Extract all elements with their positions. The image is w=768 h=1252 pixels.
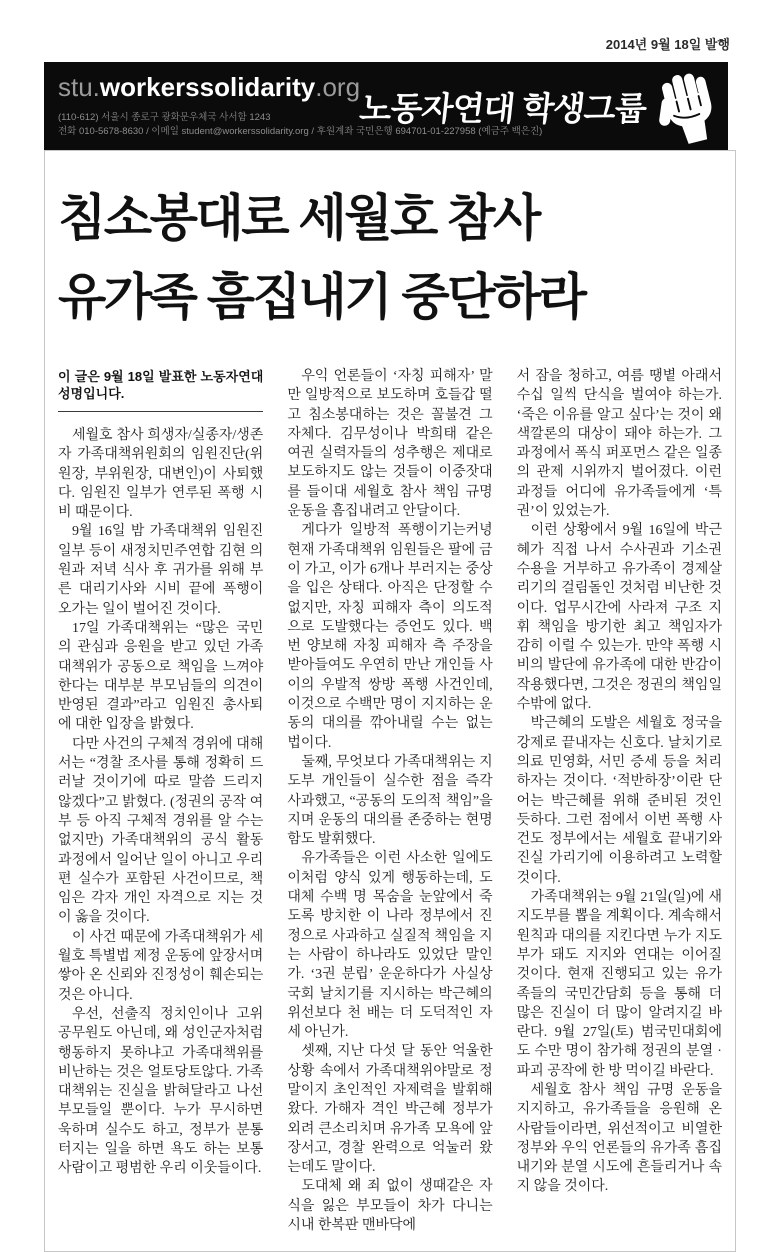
body-paragraph: 도대체 왜 죄 없이 생때같은 자식을 잃은 부모들이 차가 다니는 시내 한복판 맨바닥에	[287, 1179, 493, 1234]
body-paragraph: 9월 16일 밤 가족대책위 임원진 일부 등이 새정치민주연합 김현 의원과 저녁 식사 후 귀가를 위해 부른 대리기사와 시비 끝에 폭행이 오가는 일이 벌어진 것이다.	[58, 524, 264, 617]
site-url-prefix: stu.	[58, 72, 100, 102]
body-paragraph: 이 사건 때문에 가족대책위가 세월호 특별법 제정 운동에 앞장서며 쌓아 온 신뢰와 진정성이 훼손되는 것은 아니다.	[58, 929, 264, 1003]
org-title: 노동자연대 학생그룹	[357, 89, 648, 127]
publish-date: 2014년 9월 18일 발행	[605, 37, 730, 52]
headline-line-2: 유가족 흠집내기 중단하라	[58, 269, 585, 325]
site-url	[58, 72, 360, 102]
article-columns	[58, 367, 722, 1235]
site-url-suffix: .org	[315, 72, 361, 102]
body-paragraph: 서 잠을 청하고, 여름 땡볕 아래서 수십 일씩 단식을 벌여야 하는가. ‘죽은 이유를 알고 싶다’는 것이 왜 색깔론의 대상이 돼야 하는가. 그 과정에서 폭식 퍼포먼스 같은 일종의 관제 시위까지 벌어졌다. 이런 과정들 어디에 유가족들에게 ‘특권’이 있었는가.	[516, 369, 722, 520]
body-paragraph: 박근혜의 도발은 세월호 정국을 강제로 끝내자는 신호다. 날치기로 의료 민영화, 서민 증세 등을 처리하자는 것이다. ‘적반하장’이란 단어는 박근혜를 위해 준비된 것인 듯하다. 그런 점에서 이번 폭행 사건도 정부에서는 세월호 끝내기와 진실 가리기에 이용하려고 노력할 것이다.	[516, 716, 722, 886]
raised-fist-icon	[654, 62, 724, 150]
article-column-2	[287, 367, 492, 1235]
statement-intro: 이 글은 9월 18일 발표한 노동자연대 성명입니다.	[58, 369, 264, 401]
site-url-main: workerssolidarity	[99, 72, 316, 102]
body-paragraph: 이런 상황에서 9월 16일에 박근혜가 직접 나서 수사권과 기소권 수용을 거부하고 유가족이 경제살리기의 걸림돌인 것처럼 비난한 것이다. 업무시간에 사라져 구조 지휘 책임을 방기한 최고 책임자가 감히 이럴 수 있는가. 만약 폭행 시비의 발단에 유가족에 대한 반감이 작용했다면, 그것은 정권의 책임일 수밖에 없다.	[516, 523, 722, 713]
masthead	[44, 62, 728, 150]
body-paragraph: 유가족들은 이런 사소한 일에도 이처럼 양식 있게 행동하는데, 도대체 수백 명 목숨을 눈앞에서 죽도록 방치한 이 나라 정부에서 진정으로 사과하고 실질적 책임을 지는 사람이 하나라도 있었단 말인가. ‘3권 분립’ 운운하다가 사실상 국회 날치기를 지시하는 박근혜의 위선보다 천 배는 더 도덕적인 자세 아닌가.	[287, 851, 493, 1041]
body-paragraph: 17일 가족대책위는 “많은 국민의 관심과 응원을 받고 있던 가족대책위가 공동으로 책임을 느껴야 한다는 대부분 부모님들의 의견이 반영된 결과”라고 임원진 총사퇴에 대한 입장을 밝혔다.	[58, 620, 264, 733]
body-paragraph: 게다가 일방적 폭행이기는커녕 현재 가족대책위 임원들은 팔에 금이 가고, 이가 6개나 부러지는 중상을 입은 상태다. 아직은 단정할 수 없지만, 자칭 피해자 측이 의도적으로 도발했다는 증언도 있다. 백 번 양보해 자칭 피해자 측 주장을 받아들여도 우연히 만난 개인들 사이의 우발적 쌍방 폭행 사건인데, 이것으로 수백만 명이 지지하는 운동의 대의를 깎아내릴 수는 없는 법이다.	[287, 523, 493, 751]
address-line-1: (110-612) 서울시 종로구 광화문우체국 사서함 1243	[58, 112, 271, 123]
body-paragraph: 다만 사건의 구체적 경위에 대해서는 “경찰 조사를 통해 정확히 드러날 것이기에 따로 말씀 드리지 않겠다”고 밝혔다. (정권의 공작 여부 등 아직 구체적 경위를 알 수는 없지만) 가족대책위의 공식 활동 과정에서 일어난 일이 아니고 우리 편 실수가 포함된 사건이므로, 책임은 각자 개인 자격으로 지는 것이 옳을 것이다.	[58, 736, 264, 926]
headline	[58, 179, 722, 337]
body-paragraph: 우익 언론들이 ‘자칭 피해자’ 말만 일방적으로 보도하며 호들갑 떨고 침소봉대하는 것은 꼴불견 그 자체다. 김무성이나 박희태 같은 여권 실력자들의 성추행은 제대로 보도하지도 않는 것들이 이중잣대를 들이대 세월호 참사 책임 규명 운동을 흠집내려고 안달이다.	[287, 369, 493, 520]
body-paragraph: 가족대책위는 9월 21일(일)에 새 지도부를 뽑을 계획이다. 계속해서 원칙과 대의를 지킨다면 누가 지도부가 돼도 지지와 연대는 이어질 것이다. 현재 진행되고 있는 유가족들의 국민간담회 등을 통해 더 많은 진실이 더 많이 알려지길 바란다. 9월 27일(토) 범국민대회에도 수만 명이 참가해 정권의 분열 · 파괴 공작에 한 방 먹이길 바란다.	[516, 890, 722, 1079]
body-paragraph: 세월호 참사 책임 규명 운동을 지지하고, 유가족들을 응원해 온 사람들이라면, 위선적이고 비열한 정부와 우익 언론들의 유가족 흠집 내기와 분열 시도에 흔들리거나 속지 않을 것이다.	[516, 1082, 722, 1195]
body-paragraph: 셋째, 지난 다섯 달 동안 억울한 상황 속에서 가족대책위야말로 정말이지 초인적인 자제력을 발휘해 왔다. 가해자 격인 박근혜 정부가 외려 큰소리치며 유가족 모욕에 앞장서고, 경찰 완력으로 억눌러 왔는데도 말이다.	[287, 1044, 493, 1176]
body-paragraph: 세월호 참사 희생자/실종자/생존자 가족대책위원회의 임원진단(위원장, 부위원장, 대변인)이 사퇴했다. 임원진 일부가 연루된 폭행 시비 때문이다.	[58, 428, 264, 521]
body-paragraph: 우선, 선출직 정치인이나 고위 공무원도 아닌데, 왜 성인군자처럼 행동하지 못하냐고 가족대책위를 비난하는 것은 얼토당토않다. 가족대책위는 진실을 밝혀달라고 나선 부모들일 뿐이다. 누가 무시하면 욱하며 실수도 하고, 정부가 분통 터지는 일을 하면 욕도 하는 보통 사람이고 평범한 우리 이웃들이다.	[58, 1006, 264, 1177]
headline-line-1: 침소봉대로 세월호 참사	[58, 190, 539, 246]
address-line-2: 전화 010-5678-8630 / 이메일 student@workerssolidarity.org / 후원계좌 국민은행 694701-01-227958 (예금주 백은진)	[58, 126, 543, 137]
body-paragraph: 둘째, 무엇보다 가족대책위는 지도부 개인들이 실수한 점을 즉각 사과했고, “공동의 도의적 책임”을 지며 운동의 대의를 존중하는 현명함도 발휘했다.	[287, 754, 493, 848]
article-column-3	[517, 367, 722, 1235]
article-column-1	[58, 367, 263, 1235]
article-page	[44, 150, 736, 1252]
intro-divider	[58, 411, 263, 412]
